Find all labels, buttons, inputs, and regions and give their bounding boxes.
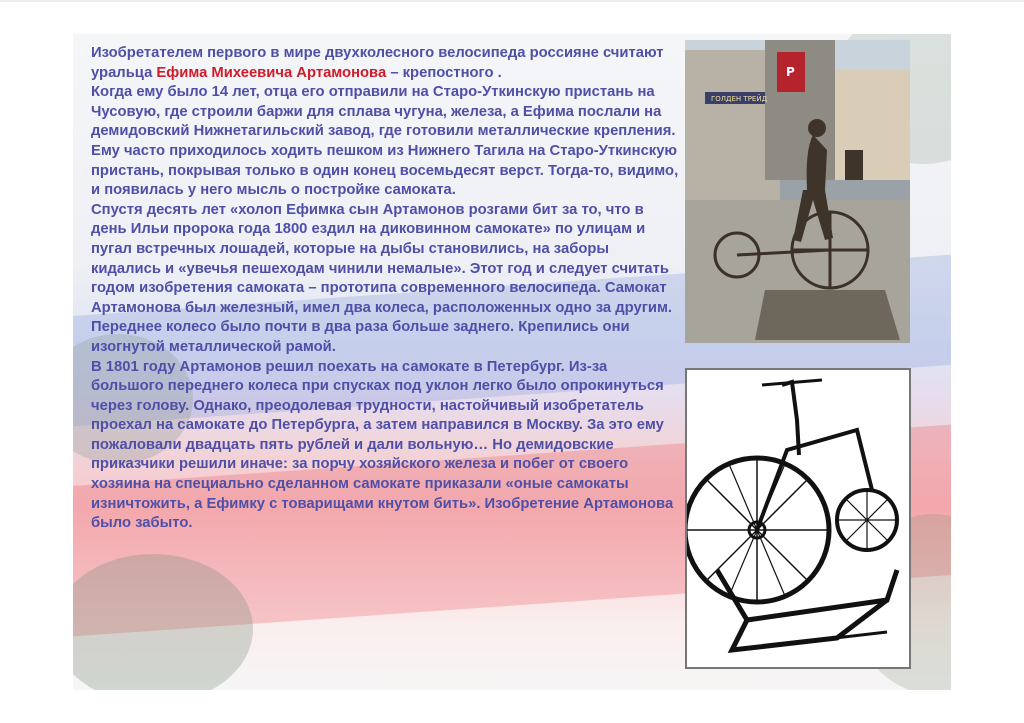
monument-photo (685, 40, 910, 343)
intro-tail: – крепостного . (386, 64, 502, 81)
intro-text: Изобретателем первого в мире двухколесного велосипеда россияне считают уральца (91, 45, 664, 81)
paragraph-youth: Когда ему было 14 лет, отца его отправили на Старо-Уткинскую пристань на Чусовую, где строили баржи для сплава чугуна, железа, а Ефима послали на демидовский Нижнетагильский завод, где готовили металлические крепления. Ему часто приходилось ходить пешком из Нижнего Тагила на Старо-Уткинскую пристань, покрывая только в один конец восемьдесят верст. Тогда-то, видимо, и появилась у него мысль о постройке самоката. (91, 84, 679, 199)
paragraph-journey: В 1801 году Артамонов решил поехать на самокате в Петербург. Из-за большого переднего колеса при спусках под уклон легко было опрокинуться через голову. Однако, преодолевая трудности, настойчивый изобретатель проехал на самокате до Петербурга, а затем направился в Москву. За это ему пожаловали двадцать пять рублей и дали вольную… Но демидовские приказчики решили иначе: за порчу хозяйского железа и побег от своего хозяина на специально сделанном самокате приказали «оные самокаты изничтожить, а Ефимку с товарищами кнутом бить». Изобретение Артамонова было забыто. (91, 358, 674, 532)
inventor-name: Ефима Михеевича Артамонова (156, 64, 387, 81)
banner-sign: Р (786, 65, 795, 79)
shop-sign: ГОЛДЕН ТРЕЙД (711, 95, 768, 103)
paragraph-invention: Спустя десять лет «холоп Ефимка сын Артамонов розгами бит за то, что в день Ильи пророка года 1800 ездил на диковинном самокате» по улицам и пугал встречных лошадей, которые на дыбы становились, на заборы кидались и «увечья пешеходам чинили немалые». Этот год и следует считать годом изобретения самоката – прототипа современного велосипеда. Самокат Артамонова был железный, имел два колеса, расположенных одно за другим. Переднее колесо было почти в два раза больше заднего. Крепились они изогнутой металлической рамой. (91, 201, 673, 355)
article-text (91, 44, 681, 534)
slide (73, 34, 951, 690)
bicycle-drawing (685, 368, 911, 669)
page-top-rule (0, 0, 1024, 2)
paragraph-intro (91, 44, 681, 83)
